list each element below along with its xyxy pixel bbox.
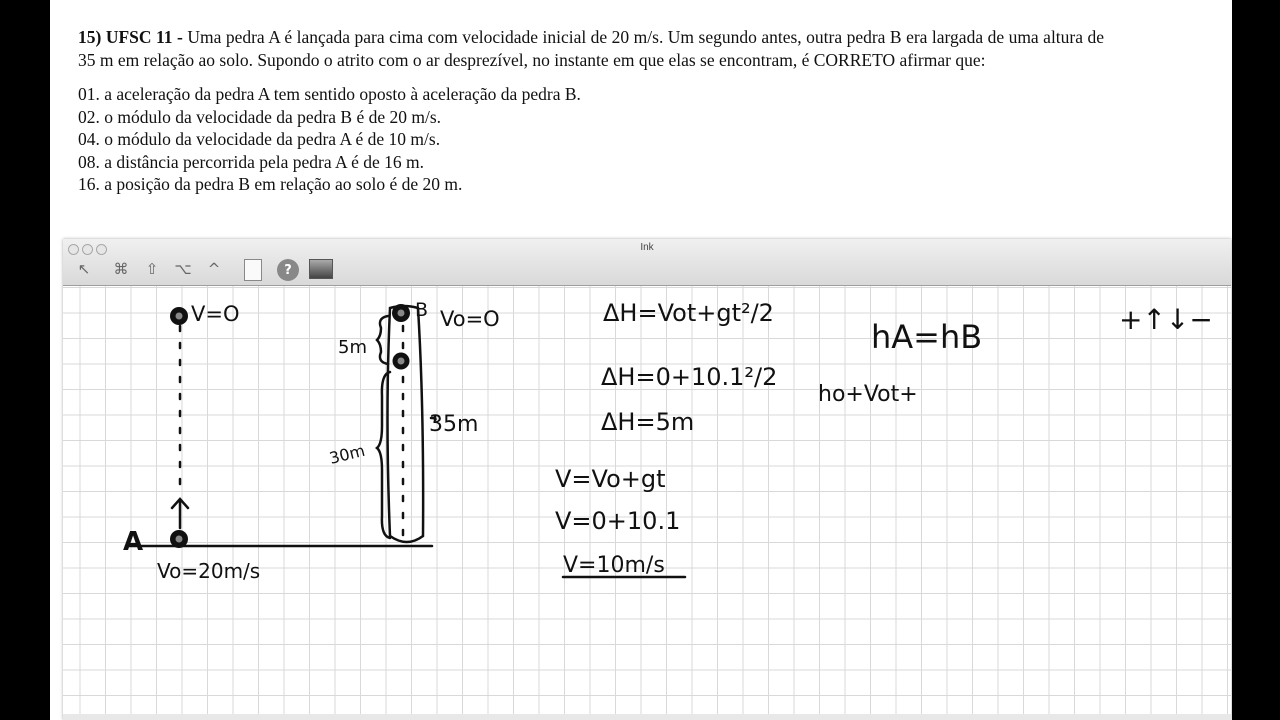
help-icon[interactable]: ? [277, 259, 299, 281]
thirty-meter-label: 30m [327, 440, 367, 468]
displacement-formula: ΔH=Vot+gt²/2 [603, 299, 774, 327]
window-titlebar [63, 239, 1231, 286]
sign-convention: +↑↓− [1119, 303, 1213, 336]
handwriting-layer [63, 286, 1231, 720]
option-08: 08. a distância percorrida pela pedra A é de 16 m. [78, 151, 424, 172]
control-key-icon[interactable]: ^ [207, 260, 221, 278]
thirty-five-meter-label: 35m [429, 412, 479, 437]
pointer-tool-icon[interactable]: ↖ [77, 260, 91, 278]
problem-statement: Uma pedra A é lançada para cima com velocidade inicial de 20 m/s. Um segundo antes, outra pedra B era largada de uma altura de 35 m em relação ao solo. Supondo o atrito com o ar desprezível, no instante em que elas se encontram, é CORRETO afirmar que: [78, 27, 1105, 70]
option-01: 01. a aceleração da pedra A tem sentido oposto à aceleração da pedra B. [78, 84, 581, 104]
shift-key-icon[interactable]: ⇧ [145, 260, 159, 278]
stone-a-label: A [123, 527, 144, 557]
answer-options [78, 83, 1104, 196]
height-equality: hA=hB [871, 318, 983, 356]
horizontal-scrollbar[interactable] [63, 714, 1231, 720]
problem-text [78, 26, 1104, 196]
window-title: Ink [640, 242, 654, 253]
ink-canvas[interactable] [63, 286, 1231, 720]
problem-source: UFSC 11 - [105, 27, 183, 47]
velocity-substitution: V=0+10.1 [555, 507, 681, 535]
option-16: 16. a posição da pedra B em relação ao solo é de 20 m. [78, 174, 463, 194]
velocity-formula: V=Vo+gt [555, 465, 666, 493]
stone-a-up-arrow [172, 499, 188, 528]
ink-window [63, 239, 1231, 720]
stone-a-top-velocity: V=O [191, 302, 240, 326]
option-04: 04. o módulo da velocidade da pedra A é de 10 m/s. [78, 129, 441, 149]
image-icon[interactable] [309, 259, 333, 279]
stone-b-initial-velocity: Vo=O [440, 307, 500, 331]
displacement-result: ΔH=5m [601, 408, 695, 436]
command-key-icon[interactable]: ⌘ [113, 260, 129, 278]
option-02: 02. o módulo da velocidade da pedra B é de 20 m/s. [78, 106, 442, 127]
blank-page-icon[interactable] [244, 259, 262, 281]
stone-a-initial-velocity: Vo=20m/s [157, 559, 261, 583]
problem-number: 15) [78, 27, 102, 47]
problem-stem [78, 26, 1104, 71]
stone-b-label: B [415, 299, 429, 321]
five-meter-label: 5m [338, 337, 367, 358]
option-key-icon[interactable]: ⌥ [174, 260, 192, 278]
velocity-result: V=10m/s [563, 553, 665, 578]
five-meter-brace [377, 316, 388, 364]
height-expansion: ho+Vot+ [818, 382, 918, 407]
stone-b-path-outline [388, 306, 424, 542]
displacement-substitution: ΔH=0+10.1²/2 [601, 363, 778, 391]
